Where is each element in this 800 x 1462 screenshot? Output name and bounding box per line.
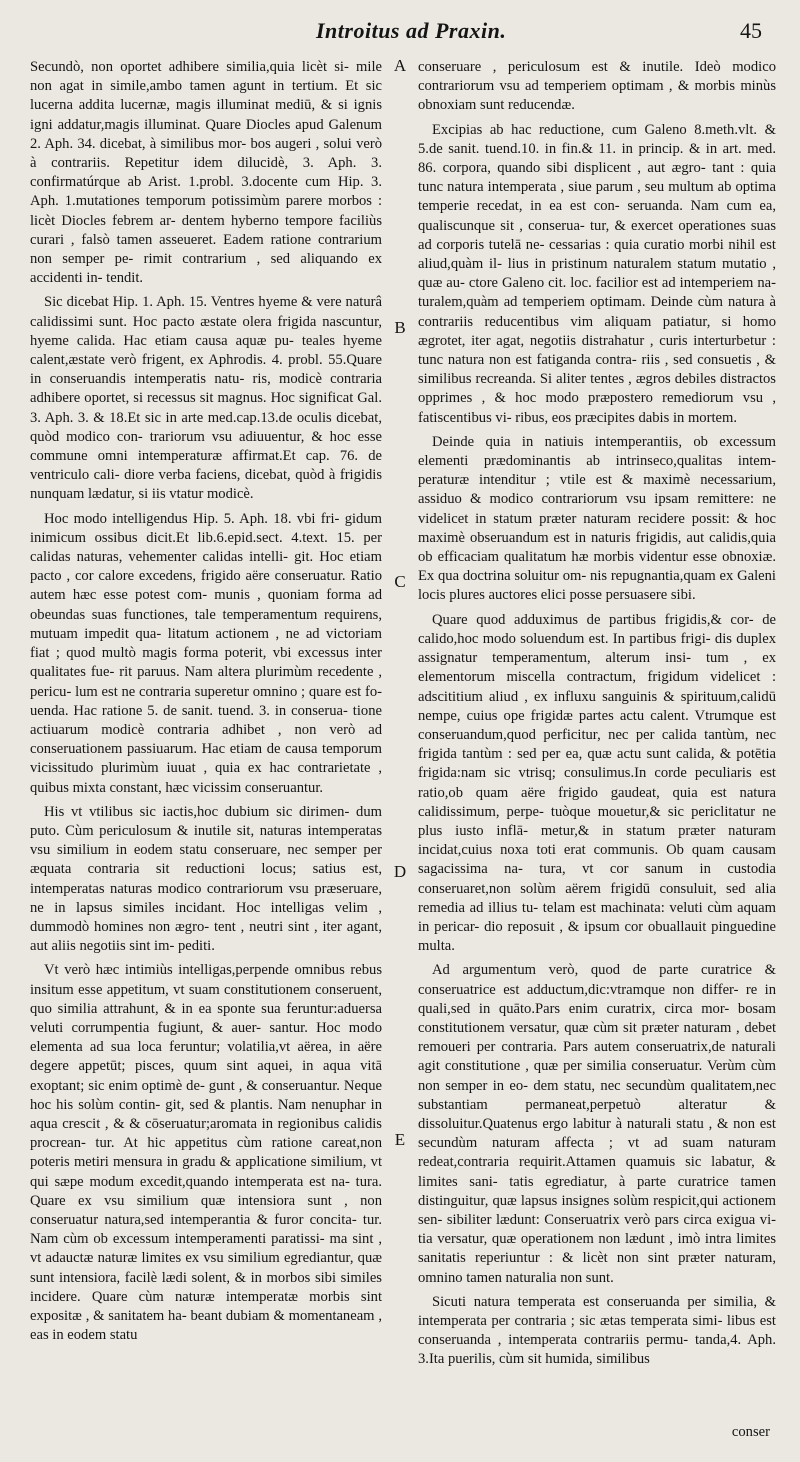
margin-letter-c: C xyxy=(394,572,406,591)
catchword: conser xyxy=(731,1424,770,1440)
running-header xyxy=(0,0,800,50)
paragraph: Ad argumentum verò, quod de parte curatrice & conseruatrice est adductum,dic:vtramque non differ- re in quali,sed in quāto.Pars enim curatrix, circa mor- bosam constitutionem versatur, quæ cùm sit præter naturam , debet remoueri per contraria. Pars autem conseruatrix,de naturali agit constitutione , quæ per similia conseruatur. Verùm cùm non semper in eo- dem statu, nec secundùm qualitatem,nec substantiam permaneat,perpetuò alteratur & dissoluitur.Quatenus ergo labitur à naturali statu , & non est secundùm naturam affecta ; vt ad suam naturam redeat,contraria requirit.Attamen quamuis sic labatur, & limites sani- tatis egrediatur, à parte curatrice tamen distinguitur, quæ lapsus insignes solùm respicit,qui actionem sen- sibiliter lædunt: Conseruatrix verò pars circa exigua vi- tia versatur, quæ operationem non lædunt , imò intra limites sanitatis reperiuntur : & licèt non sint præter naturam, omnino tamen naturalia non sunt. xyxy=(418,962,776,1286)
margin-letter-b: B xyxy=(394,318,406,337)
paragraph: Vt verò hæc intimiùs intelligas,perpende omnibus rebus insitum esse appetitum, vt suam constitutionem conseruent, quo similia attrahunt, & in ea sponte sua feruntur:aduersa veluti corrumpentia fugiunt, & auer- santur. Hoc modo elementa ad sua loca feruntur; volatilia,vt aërea, in aëre degere appetūt; pisces, quum sint aquei, in aqua vitā exoptant; sic enim optimè de- gunt , & conseruantur. Neque hoc his solùm contin- git, sed & plantis. Nam nenuphar in aqua crescit , & & cōseruatur;aromata in regionibus calidis procrean- tur. At hic appetitus cùm ratione careat,non poteris metiri mensura in gradu & applicatione similium, vt qui sæpe modum excedit,quando intemperata est na- tura. Quare ex vsu similium quæ intensiora sunt , non conseruatur natura,sed intemperantia & furor concita- tur. Nam cùm ob excessum intemperamenti paratissi- ma sint , vt adauctæ naturæ limites ex vsu similium egrediantur, quæ sunt intensiora, facilè lædi solent, & in morbos sibi similes incidere. Quare cùm naturæ intemperatæ morbis sint expositæ , & sanitatem ha- beant dubiam & momentaneam , eas in eodem statu xyxy=(30,962,382,1344)
running-title: Introitus ad Praxin. xyxy=(316,18,507,43)
paragraph: His vt vtilibus sic iactis,hoc dubium sic dirimen- dum puto. Cùm periculosum & inutile sit, naturas intemperatas vsu similium in eodem statu conseruare, nec semper per æquata contraria sit reductioni locus; satius est, intemperatas naturas modico contrariorum vsu præseruare, ne in lapsus similes incidant. Hoc intelligas velim , dummodò homines non ægro- tent , neutri sint , iter agant, aut aliis negotiis sint im- pediti. xyxy=(30,803,382,955)
left-column xyxy=(30,58,382,1350)
paragraph: Hoc modo intelligendus Hip. 5. Aph. 18. vbi fri- gidum inimicum ossibus dicit.Et lib.6.epid.sect. 4.text. 15. per calidas naturas, vehementer calidas intelli- git. Hoc etiam pacto , cor calore excedens, frigido aëre conseruatur. Ratio autem hæc esse potest com- munis , quoniam forma ad obeundas suas functiones, tale temperamentum requirens, mutuam impedit qua- litatum actionem , ne ad victoriam fiat ; quod multò magis forma poterit, vbi excessus inter qualitates fue- rit paruus. Nam altera plurimùm recedente , pericu- lum est ne contraria superetur omnino ; quare est fo- uenda. Hac ratione 5. de sanit. tuend. 3. in conserua- tione actiuarum modicè contraria adhibet , non verò ad conseruationem passiuarum. Hac etiam de causa temporum vicissitudo plurimùm iuuat , quia ex hac contrarietate , quibus mixta constant, hæc vicissim conseruantur. xyxy=(30,510,382,796)
paragraph: Quare quod adduximus de partibus frigidis,& cor- de calido,hoc modo soluendum est. In partibus frigi- dis duplex assignatur temperamentum, alterum insi- tum , ex elementorum miscella contractum, frigidum videlicet : adscititium aliud , ex influxu sanguinis & spirituum,calidū nempe, cuius ope frigidæ partes actu calent. Vtrumque est conseruandum,quod perficitur, nec per calida tantùm, nec frigida tantùm : sed per ea, quæ actu sunt calida, & potētia frigida:nam sic vtrisq; consulimus.In corde peculiaris est ratio,ob quam aëre frigido gaudeat, quia est natura calidissimum, perpe- tuòque mouetur,& sic periclitatur ne plus iusto inflā- metur,& in statum præter naturam incidat,cuius noxa toti erat communis. Ob quam causam sagacissima na- tura, vt cor sanum in custodia conseruaret,non solùm aërem frigidū consuluit, sed alia remedia ad illius tu- telam est machinata: veluti cùm aquam in pericar- dio reposuit , & ipsum cor obuallauit pinguedine multa. xyxy=(418,611,776,955)
paragraph: Sic dicebat Hip. 1. Aph. 15. Ventres hyeme & vere naturâ calidissimi sunt. Hoc pacto æstate olera frigida nascuntur, hyeme calida. Hac etiam causa aquæ pu- teales hyeme calent,æstate verò frigent, ex Aphrodis. 4. probl. 55.Quare in conseruandis intemperatis natu- ris, modicè contraria adhibere oportet, si recessus sit magnus. Hoc significat Gal. 3. Aph. 3. & 18.Et sic in arte med.cap.13.de oculis dicebat, quòd modico con- trariorum vsu adiuuentur, & hoc esse commune omni intemperaturæ affirmat.Et cap. 76. de ventriculo cali- diore verba faciens, dicebat, quòd à frigidis nunquam lædatur, si iis vtatur modicè. xyxy=(30,294,382,503)
paragraph: conseruare , periculosum est & inutile. Ideò modico contrariorum vsu ad temperiem optimam , & morbis minùs obnoxiam sunt reducendæ. xyxy=(418,59,776,114)
right-column xyxy=(418,58,776,1375)
paragraph: Excipias ab hac reductione, cum Galeno 8.meth.vlt. & 5.de sanit. tuend.10. in fin.& 11. in princip. & in art. med. 86. corpora, quando sibi displicent , aut ægro- tant : quia tunc natura intemperata , siue parum , seu multum ab optima temperie recedat, in ea est con- seruanda. Nam cum ea, qualiscunque sit , conserua- tur, & exercet operationes suas ad corporis tutelā ne- cessarias : quia curatio morbi nihil est aliud,quàm il- lius in pristinum naturalem statum mutatio , quæ au- ctore Galeno cit. loc. facilior est ad intemperiem na- turalem,quàm ad temperiem optimam. Deinde cùm natura à contrariis reducentibus vim aliquam patiatur, si homo ægrotet, iter agat, negotiis distrahatur , curis interturbetur : tunc natura non est fatiganda contra- riis , sed consuetis , & similibus recreanda. Si aliter tentes , ægros debiles distractos opprimes , & hoc modo præpostero remediorum vsu , fatiscentibus vi- ribus, eos præcipites dabis in mortem. xyxy=(418,121,776,426)
margin-letter-e: E xyxy=(394,1130,406,1149)
margin-letter-a: A xyxy=(393,56,407,75)
paragraph: Sicuti natura temperata est conseruanda per similia, & intemperata per contraria ; sic ætas temperata simi- libus est conseruanda , intemperata contrariis permu- tanda,4. Aph. 3.Ita puerilis, cùm sit humida, similibus xyxy=(418,1293,776,1368)
paragraph: Deinde quia in natiuis intemperantiis, ob excessum elementi prædominantis ab intrinseco,qualitas intem- peraturæ intenditur ; vtile est & maximè necessarium, assiduo & modico contrariorum vsu ipsam remittere: ne videlicet in statum præter naturam recidere possit: & hoc maximè obseruandum est in naturis frigidis, aut calidis,quia ob efficaciam qualitatum hæ morbis videntur esse obnoxiæ. Ex qua doctrina soluitur om- nis repugnantia,quam ex Galeni locis plures auctores elici posse persuasere sibi. xyxy=(418,433,776,604)
page-number: 45 xyxy=(740,18,762,43)
paragraph: Secundò, non oportet adhibere similia,quia licèt si- mile non agat in simile,ambo tamen agunt in tertium. Et sic lucerna addita lucernæ, magis illuminat mediū, & si ignis igni addatur,magis illuminat. Quare Diocles apud Galenum 2. Aph. 34. dicebat, à similibus mor- bos augeri , solui verò à contrariis. Repetitur idem dilucidè, 3. Aph. 3. confirmatúrque ab Arist. 1.probl. 3.docente cum Hip. 3. Aph. 1.mutationes temporum potissimùm parere morbos : licèt Diocles febrem ar- dentem hyberno tempore faciliùs curari , falsò tamen asseueret. Eadem ratione contrarium non semper pe- rimit contrarium , sed aliquando ex accidenti in- tendit. xyxy=(30,59,382,287)
margin-letter-d: D xyxy=(393,862,407,881)
